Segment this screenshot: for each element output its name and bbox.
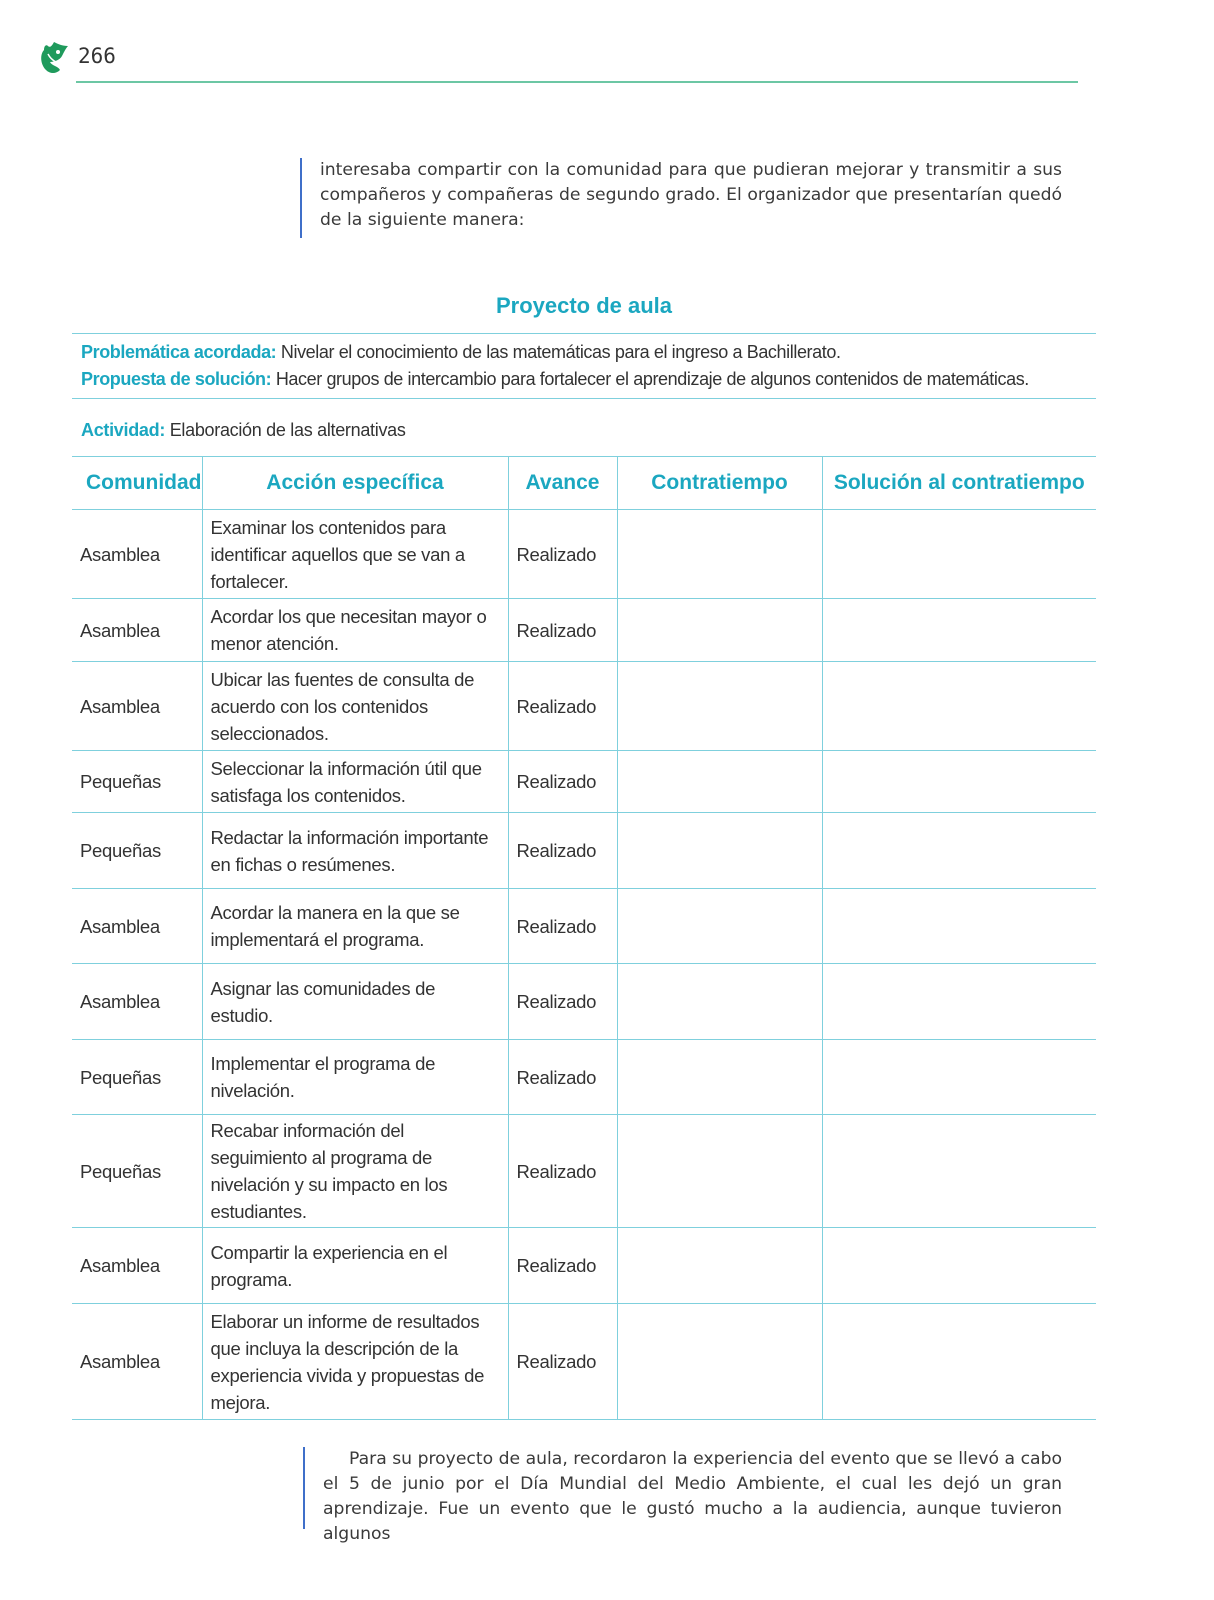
cell-contratiempo [617,1040,822,1115]
cell-contratiempo [617,1304,822,1420]
table-row [72,1115,1096,1228]
table-row [72,1304,1096,1420]
cell-avance: Realizado [508,964,617,1040]
table-row [72,1228,1096,1304]
cell-avance: Realizado [508,751,617,813]
cell-solucion [822,1115,1096,1228]
cell-contratiempo [617,964,822,1040]
cell-solucion [822,510,1096,599]
cell-comunidad: Asamblea [72,1304,202,1420]
closing-quote [303,1447,1062,1544]
cell-contratiempo [617,889,822,964]
cell-avance: Realizado [508,662,617,751]
cell-contratiempo [617,510,822,599]
cell-solucion [822,1228,1096,1304]
table-body [72,510,1096,1420]
problem-line [81,342,841,363]
cell-solucion [822,1040,1096,1115]
cell-accion: Acordar los que necesitan mayor o menor atención. [202,599,508,662]
header-solucion: Solución al contratiempo [822,457,1096,510]
cell-comunidad: Asamblea [72,889,202,964]
cell-avance: Realizado [508,510,617,599]
cell-comunidad: Pequeñas [72,751,202,813]
page-header [38,38,1078,84]
project-table [72,456,1096,1420]
solution-label: Propuesta de solución: [81,369,272,389]
cell-accion: Implementar el programa de nivelación. [202,1040,508,1115]
header-accion: Acción específica [202,457,508,510]
cell-avance: Realizado [508,599,617,662]
table-row [72,662,1096,751]
problem-text: Nivelar el conocimiento de las matemáticas para el ingreso a Bachillerato. [276,342,841,362]
cell-comunidad: Asamblea [72,964,202,1040]
project-title: Proyecto de aula [495,293,673,318]
activity-text: Elaboración de las alternativas [165,420,406,440]
green-leaf-logo-icon [38,40,70,76]
table-row [72,964,1096,1040]
closing-paragraph: Para su proyecto de aula, recordaron la experiencia del evento que se llevó a cabo el 5 de junio por el Día Mundial del Medio Ambiente, el cual les dejó un gran aprendizaje. Fue un evento que le gustó mucho a la audiencia, aunque tuvieron algunos [323,1449,1062,1544]
cell-accion: Ubicar las fuentes de consulta de acuerdo con los contenidos seleccionados. [202,662,508,751]
cell-avance: Realizado [508,1040,617,1115]
cell-comunidad: Pequeñas [72,813,202,889]
table-row [72,889,1096,964]
cell-contratiempo [617,599,822,662]
activity-label: Actividad: [81,420,166,440]
table-row [72,751,1096,813]
cell-avance: Realizado [508,1228,617,1304]
intro-paragraph: interesaba compartir con la comunidad para que pudieran mejorar y transmitir a sus compañeros y compañeras de segundo grado. El organizador que presentarían quedó de la siguiente manera: [320,160,1062,230]
cell-solucion [822,599,1096,662]
table-row [72,510,1096,599]
cell-solucion [822,813,1096,889]
cell-accion: Examinar los contenidos para identificar aquellos que se van a fortalecer. [202,510,508,599]
problem-label: Problemática acordada: [81,342,277,362]
solution-text: Hacer grupos de intercambio para fortalecer el aprendizaje de algunos contenidos de matemáticas. [271,369,1029,389]
cell-contratiempo [617,1115,822,1228]
cell-accion: Elaborar un informe de resultados que incluya la descripción de la experiencia vivida y propuestas de mejora. [202,1304,508,1420]
cell-contratiempo [617,813,822,889]
solution-line [81,369,1029,390]
cell-solucion [822,751,1096,813]
cell-comunidad: Pequeñas [72,1115,202,1228]
intro-quote [300,158,1062,238]
cell-avance: Realizado [508,1304,617,1420]
project-info-block [72,333,1096,399]
cell-comunidad: Pequeñas [72,1040,202,1115]
activity-line [81,420,406,441]
cell-accion: Seleccionar la información útil que satisfaga los contenidos. [202,751,508,813]
cell-accion: Acordar la manera en la que se implementará el programa. [202,889,508,964]
cell-solucion [822,1304,1096,1420]
table-header-row [72,457,1096,510]
cell-contratiempo [617,1228,822,1304]
header-comunidad: Comunidad [72,457,202,510]
cell-contratiempo [617,751,822,813]
cell-accion: Recabar información del seguimiento al programa de nivelación y su impacto en los estudiantes. [202,1115,508,1228]
cell-accion: Asignar las comunidades de estudio. [202,964,508,1040]
table-row [72,1040,1096,1115]
page-number: 266 [78,44,116,68]
cell-accion: Compartir la experiencia en el programa. [202,1228,508,1304]
cell-avance: Realizado [508,813,617,889]
cell-accion: Redactar la información importante en fichas o resúmenes. [202,813,508,889]
table-row [72,599,1096,662]
header-contratiempo: Contratiempo [617,457,822,510]
cell-contratiempo [617,662,822,751]
cell-solucion [822,662,1096,751]
cell-solucion [822,889,1096,964]
cell-comunidad: Asamblea [72,599,202,662]
cell-comunidad: Asamblea [72,1228,202,1304]
header-avance: Avance [508,457,617,510]
cell-solucion [822,964,1096,1040]
cell-avance: Realizado [508,1115,617,1228]
cell-comunidad: Asamblea [72,662,202,751]
header-rule [76,81,1078,83]
cell-comunidad: Asamblea [72,510,202,599]
table-row [72,813,1096,889]
cell-avance: Realizado [508,889,617,964]
